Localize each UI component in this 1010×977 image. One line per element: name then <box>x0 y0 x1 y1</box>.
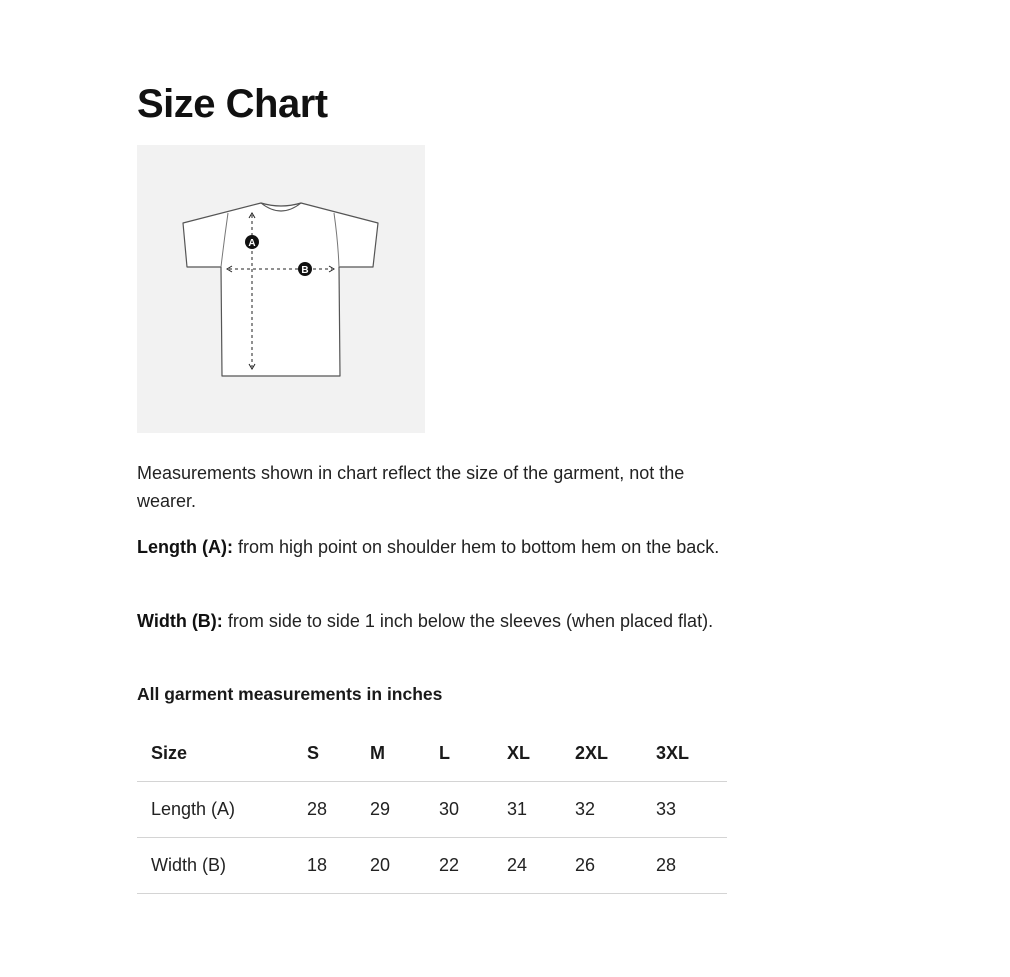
row-label-width: Width (B) <box>137 838 307 894</box>
tshirt-measurement-illustration <box>137 145 425 433</box>
width-definition <box>137 607 727 635</box>
table-row-length <box>137 782 727 838</box>
marker-a-label: A <box>248 238 256 249</box>
length-definition <box>137 533 727 561</box>
table-row-width <box>137 838 727 894</box>
measurement-disclaimer: Measurements shown in chart reflect the size of the garment, not the wearer. <box>137 463 685 511</box>
width-definition-label: Width (B): <box>137 611 223 631</box>
page-title: Size Chart <box>137 82 328 126</box>
header-size: Size <box>137 726 307 782</box>
cell-width-m: 20 <box>370 838 439 894</box>
header-s: S <box>307 726 370 782</box>
tshirt-diagram <box>137 145 425 433</box>
header-2xl: 2XL <box>575 726 656 782</box>
cell-length-2xl: 32 <box>575 782 656 838</box>
size-table <box>137 726 727 894</box>
size-table-header-row <box>137 726 727 782</box>
cell-length-3xl: 33 <box>656 782 727 838</box>
cell-length-m: 29 <box>370 782 439 838</box>
header-xl: XL <box>507 726 575 782</box>
tshirt-outline <box>183 203 378 376</box>
row-label-length: Length (A) <box>137 782 307 838</box>
cell-width-3xl: 28 <box>656 838 727 894</box>
cell-width-s: 18 <box>307 838 370 894</box>
cell-width-xl: 24 <box>507 838 575 894</box>
length-definition-text: from high point on shoulder hem to bottom hem on the back. <box>232 537 720 557</box>
length-definition-label: Length (A): <box>137 537 233 557</box>
cell-width-l: 22 <box>439 838 507 894</box>
marker-b-label: B <box>301 265 309 276</box>
header-l: L <box>439 726 507 782</box>
cell-length-xl: 31 <box>507 782 575 838</box>
cell-length-s: 28 <box>307 782 370 838</box>
width-definition-text: from side to side 1 inch below the sleeves (when placed flat). <box>222 611 714 631</box>
cell-length-l: 30 <box>439 782 507 838</box>
cell-width-2xl: 26 <box>575 838 656 894</box>
header-m: M <box>370 726 439 782</box>
header-3xl: 3XL <box>656 726 727 782</box>
units-note: All garment measurements in inches <box>137 684 443 704</box>
